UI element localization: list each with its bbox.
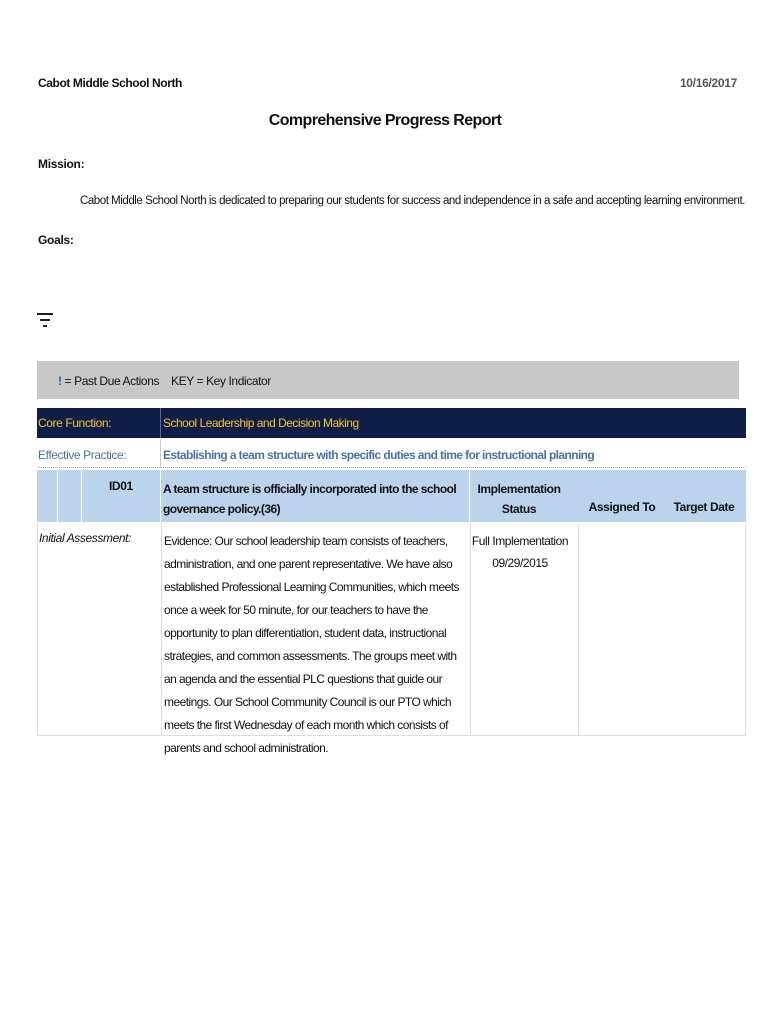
cell-divider [81,470,82,522]
past-due-text: = Past Due Actions [61,374,160,388]
cell-divider [161,524,162,735]
col-assigned-to: Assigned To [588,500,656,514]
past-due-symbol: ! [58,374,62,388]
cell-divider [160,440,161,468]
goals-label: Goals: [38,233,74,247]
core-function-value: School Leadership and Decision Making [163,416,359,430]
status-date: 09/29/2015 [492,556,548,570]
implementation-status [470,530,570,574]
report-title: Comprehensive Progress Report [268,112,502,129]
initial-assessment-label: Initial Assessment: [39,531,131,545]
filter-icon[interactable] [37,313,53,329]
cell-divider [578,524,579,735]
legend-past-due [58,374,159,388]
mission-label: Mission: [38,157,85,171]
initial-assessment-row [37,524,746,755]
cell-divider [160,470,161,522]
legend-bar [37,361,739,399]
indicator-row [37,470,746,522]
effective-practice-label: Effective Practice: [38,448,127,462]
effective-practice-row [37,440,746,468]
effective-practice-value: Establishing a team structure with specific duties and time for instructional planning [163,448,595,462]
report-date: 10/16/2017 [679,76,737,90]
col-implementation-status: Implementation Status [477,482,561,516]
indicator-text: A team structure is officially incorporated into the school governance policy.(36) [163,482,457,516]
core-function-row [37,408,746,438]
cell-divider [57,470,58,522]
legend-key-indicator: KEY = Key Indicator [171,374,271,388]
indicator-id: ID01 [109,479,133,493]
cell-divider [160,408,161,438]
mission-text: Cabot Middle School North is dedicated to preparing our students for success and independence in a safe and accepting learning environment. [80,195,745,207]
school-name: Cabot Middle School North [38,76,182,90]
status-value: Full Implementation [471,534,569,548]
evidence-text: Evidence: Our school leadership team consists of teachers, administration, and one parent representative. We have also established Professional Learning Communities, which meets once a week for 50 minute, for our teachers to have the opportunity to plan differentiation, student data, instructional strategies, and common assessments. The groups meet with an agenda and the essential PLC questions that guide our meetings. Our School Community Council is our PTO which meets the first Wednesday of each month which consists of parents and school administration. [164,534,459,755]
core-function-label: Core Function: [38,416,112,430]
col-target-date: Target Date [673,500,735,514]
